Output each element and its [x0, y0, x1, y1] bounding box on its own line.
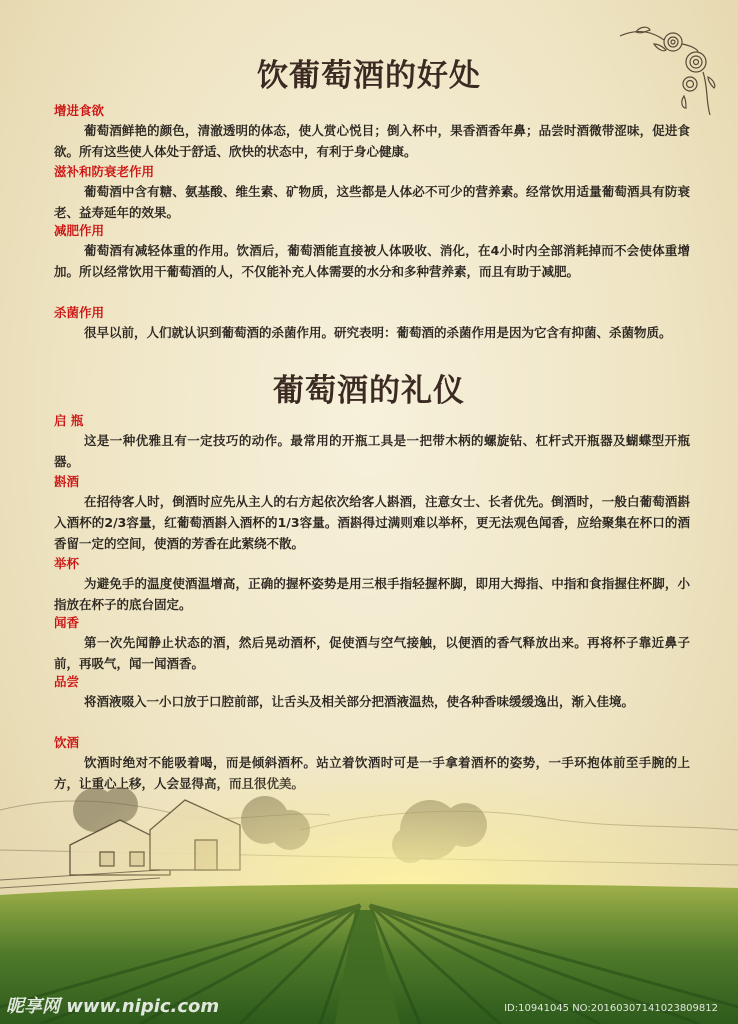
page-title-etiquette: 葡萄酒的礼仪: [273, 373, 465, 409]
section-heading: 滋补和防衰老作用: [54, 164, 155, 179]
benefit-section-antiaging: [54, 163, 690, 223]
section-text: 将酒液啜入一小口放于口腔前部，让舌头及相关部分把酒液温热，使各种香味缓缓逸出，渐入佳境。: [84, 694, 635, 709]
section-heading: 品尝: [54, 674, 80, 689]
benefit-section-antibacterial: [54, 304, 690, 343]
section-heading: 饮酒: [54, 735, 80, 750]
section-text: 很早以前，人们就认识到葡萄酒的杀菌作用。研究表明：葡萄酒的杀菌作用是因为它含有抑菌、杀菌物质。: [84, 325, 672, 340]
section-text: 在招待客人时，倒酒时应先从主人的右方起依次给客人斟酒，注意女士、长者优先。倒酒时，一般白葡萄酒斟入酒杯的2/3容量，红葡萄酒斟入酒杯的1/3容量。酒斟得过满则难以举杯，更无法观色闻香，应给聚集在杯口的酒香留一定的空间，使酒的芳香在此萦绕不散。: [54, 494, 690, 551]
section-text: 饮酒时绝对不能吸着喝，而是倾斜酒杯。站立着饮酒时可是一手拿着酒杯的姿势，一手环抱体前至手腕的上: [84, 755, 690, 770]
section-heading: 闻香: [54, 615, 80, 630]
section-heading: 杀菌作用: [54, 305, 105, 320]
etiquette-section-smell: [54, 614, 690, 674]
etiquette-section-open: [54, 412, 690, 472]
section-heading: 增进食欲: [54, 103, 105, 118]
section-text: 为避免手的温度使酒温增高，正确的握杯姿势是用三根手指轻握杯脚，即用大拇指、中指和食指握住杯脚，小指放在杯子的底台固定。: [54, 576, 690, 612]
etiquette-section-taste: [54, 673, 690, 712]
section-text: 葡萄酒有减轻体重的作用。饮酒后，葡萄酒能直接被人体吸收、消化，在4小时内全部消耗掉而不会使体重增加。所以经常饮用干葡萄酒的人，不仅能补充人体需要的水分和多种营养素，而且有助于减肥。: [54, 243, 690, 279]
benefit-section-appetite: [54, 102, 690, 162]
section-heading: 启 瓶: [54, 413, 84, 428]
section-text: 第一次先闻静止状态的酒，然后晃动酒杯，促使酒与空气接触，以便酒的香气释放出来。再将杯子靠近鼻子前，再吸气，闻一闻酒香。: [54, 635, 690, 671]
benefit-section-weightloss: [54, 222, 690, 282]
page-title-benefits: 饮葡萄酒的好处: [257, 58, 481, 94]
etiquette-section-raise: [54, 555, 690, 615]
section-heading: 减肥作用: [54, 223, 105, 238]
section-text: 葡萄酒鲜艳的颜色，清澈透明的体态，使人赏心悦目；倒入杯中，果香酒香年鼻；品尝时酒微带涩味，促进食欲。所有这些使人体处于舒适、欣快的状态中，有利于身心健康。: [54, 123, 690, 159]
etiquette-section-pour: [54, 473, 690, 554]
section-text: 这是一种优雅且有一定技巧的动作。最常用的开瓶工具是一把带木柄的螺旋钻、杠杆式开瓶器及蝴蝶型开瓶器。: [54, 433, 690, 469]
section-heading: 斟酒: [54, 474, 80, 489]
watermark-logo: 昵享网 www.nipic.com: [6, 996, 220, 1017]
image-id-text: ID:10941045 NO:20160307141023809812: [504, 1003, 718, 1014]
section-heading: 举杯: [54, 556, 80, 571]
section-text: 葡萄酒中含有糖、氨基酸、维生素、矿物质，这些都是人体必不可少的营养素。经常饮用适量葡萄酒具有防衰老、益寿延年的效果。: [54, 184, 690, 220]
vineyard-landscape-illustration: [0, 770, 738, 1024]
